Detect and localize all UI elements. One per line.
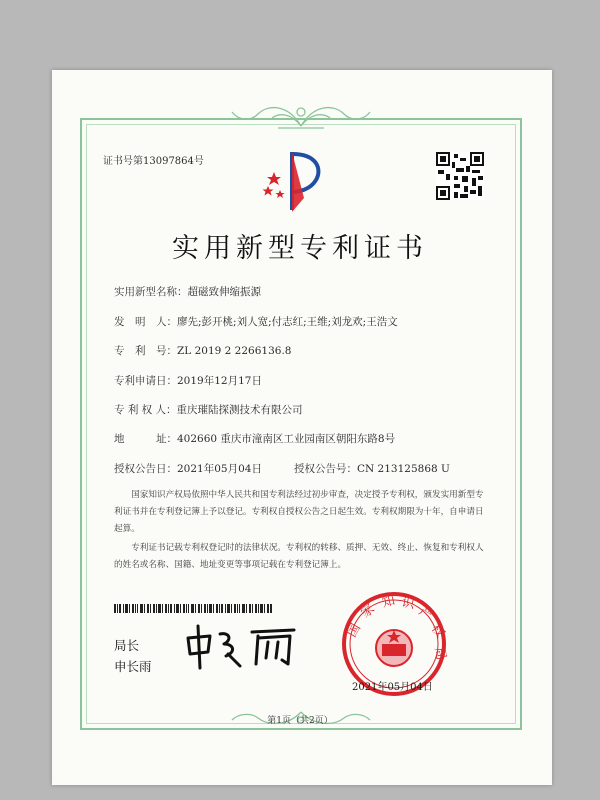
field-label: 发 明 人： — [114, 316, 177, 328]
field-label: 实用新型名称： — [114, 286, 188, 298]
field-value: ZL 2019 2 2266136.8 — [177, 345, 292, 357]
certificate-title: 实用新型专利证书 — [172, 233, 428, 264]
svg-text:家: 家 — [358, 601, 378, 622]
patent-number-row — [114, 343, 291, 358]
field-label: 专利申请日： — [114, 375, 177, 387]
top-ornament — [228, 100, 374, 132]
field-value: 402660 重庆市潼南区工业园南区朝阳东路8号 — [177, 433, 396, 445]
inventors-row — [114, 314, 398, 329]
certificate-number: 证书号第13097864号 — [103, 156, 204, 167]
field-value: 超磁致伸缩振源 — [187, 286, 261, 298]
field-label: 专 利 号： — [114, 345, 177, 357]
svg-text:局: 局 — [431, 645, 449, 662]
patentee-row — [114, 402, 303, 417]
field-value: 2021年05月04日 — [177, 463, 262, 475]
legal-paragraph-2: 专利证书记载专利权登记时的法律状况。专利权的转移、质押、无效、终止、恢复和专利权人的姓名或名称、国籍、地址变更等事项记载在专利登记簿上。 — [114, 543, 484, 570]
grant-date-row — [114, 461, 262, 476]
seal-date: 2021年05月04日 — [352, 682, 433, 693]
patent-office-logo — [256, 148, 326, 216]
legal-paragraph-1: 国家知识产权局依照中华人民共和国专利法经过初步审查，决定授予专利权，颁发实用新型专利证书并在专利登记簿上予以登记。专利权自授权公告之日起生效。专利权期限为十年，自申请日起算。 — [114, 490, 484, 534]
handwritten-signature — [182, 622, 304, 670]
field-value: 2019年12月17日 — [177, 375, 262, 387]
qr-code — [436, 152, 484, 200]
page-number: 第1页（共2页） — [267, 716, 333, 726]
field-value: 廖先;彭开桃;刘人宽;付志红;王维;刘龙欢;王浩文 — [177, 316, 398, 328]
svg-text:国: 国 — [344, 621, 364, 640]
svg-text:识: 识 — [400, 595, 416, 613]
field-value: CN 213125868 U — [357, 463, 450, 475]
svg-text:知: 知 — [380, 593, 397, 611]
grant-number-row — [294, 461, 450, 476]
field-label: 地 址： — [114, 433, 177, 445]
field-label: 授权公告日： — [114, 463, 177, 475]
field-label: 专 利 权 人： — [114, 404, 177, 416]
address-row — [114, 431, 395, 446]
director-title: 局长 — [114, 638, 140, 653]
field-value: 重庆璀陆探测技术有限公司 — [176, 404, 303, 416]
svg-text:产: 产 — [415, 603, 435, 624]
director-name: 申长雨 — [114, 659, 152, 674]
barcode — [114, 604, 272, 613]
application-date-row — [114, 373, 262, 388]
field-label: 授权公告号： — [294, 463, 357, 475]
svg-text:权: 权 — [427, 621, 448, 641]
utility-model-name-row — [114, 284, 261, 299]
